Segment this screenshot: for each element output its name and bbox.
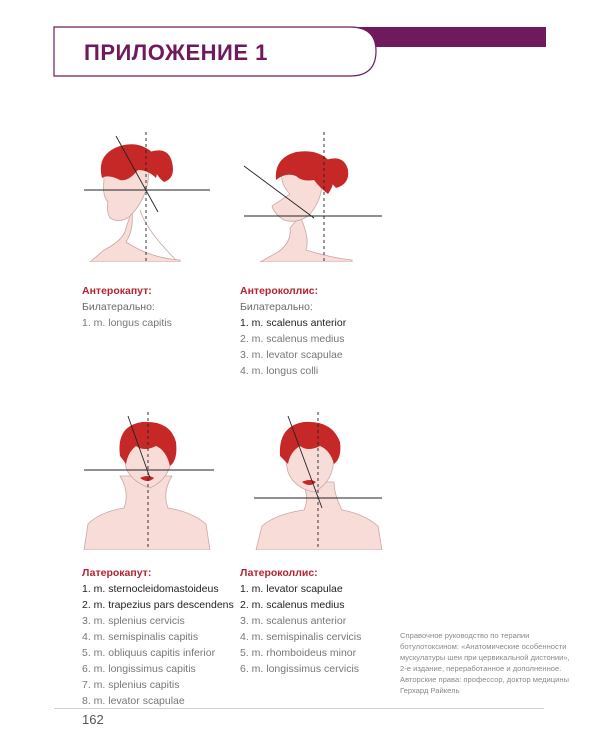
muscle-list-item: 4. m. longus colli (240, 365, 319, 377)
laterocollis-illustration (252, 412, 387, 550)
muscle-list-item: 5. m. obliquus capitis inferior (82, 647, 216, 659)
muscle-list-item: 3. m. splenius cervicis (82, 615, 185, 627)
footer-divider (54, 708, 544, 709)
anterocollis-subtitle: Билатерально: (240, 301, 313, 313)
anterocollis-caption (240, 283, 346, 379)
laterocaput-title: Латерокапут: (82, 567, 152, 579)
laterocollis-caption (240, 565, 361, 677)
muscle-list-item: 4. m. semispinalis cervicis (240, 631, 362, 643)
muscle-list-item: 5. m. rhomboideus minor (240, 647, 357, 659)
anterocaput-title: Антерокапут: (82, 285, 152, 297)
anterocaput-subtitle: Билатерально: (82, 301, 155, 313)
anterocaput-illustration (80, 132, 215, 262)
muscle-list-item: 3. m. scalenus anterior (240, 615, 347, 627)
muscle-list-item: 2. m. scalenus medius (240, 333, 345, 345)
laterocollis-title: Латероколлис: (240, 567, 318, 579)
muscle-list-item: 6. m. longissimus capitis (82, 663, 196, 675)
muscle-list-item: 7. m. splenius capitis (82, 679, 180, 691)
muscle-list-item: 2. m. scalenus medius (240, 599, 345, 611)
muscle-list-item: 2. m. trapezius pars descendens (82, 599, 234, 611)
laterocaput-illustration (80, 412, 215, 550)
muscle-list-item: 8. m. levator scapulae (82, 695, 185, 707)
muscle-list-item: 3. m. levator scapulae (240, 349, 343, 361)
anterocollis-illustration (240, 132, 385, 262)
muscle-list-item: 1. m. scalenus anterior (240, 317, 347, 329)
page-title: ПРИЛОЖЕНИЕ 1 (84, 40, 268, 65)
laterocaput-caption (82, 565, 234, 709)
page-number: 162 (82, 712, 104, 727)
muscle-list-item: 4. m. semispinalis capitis (82, 631, 199, 643)
muscle-list-item: 1. m. sternocleidomastoideus (82, 583, 219, 595)
source-note: Справочное руководство по терапии ботулотоксином: «Анатомические особенности мускулатуры шеи при цервикальной дистонии», 2-е издание, переработанное и дополненное. Авторские права: профессор, доктор медицины Герхард Райкель (400, 631, 570, 695)
muscle-list-item: 1. m. levator scapulae (240, 583, 343, 595)
muscle-list-item: 1. m. longus capitis (82, 317, 172, 329)
anterocaput-caption (82, 283, 172, 331)
muscle-list-item: 6. m. longissimus cervicis (240, 663, 360, 675)
anterocollis-title: Антероколлис: (240, 285, 319, 297)
